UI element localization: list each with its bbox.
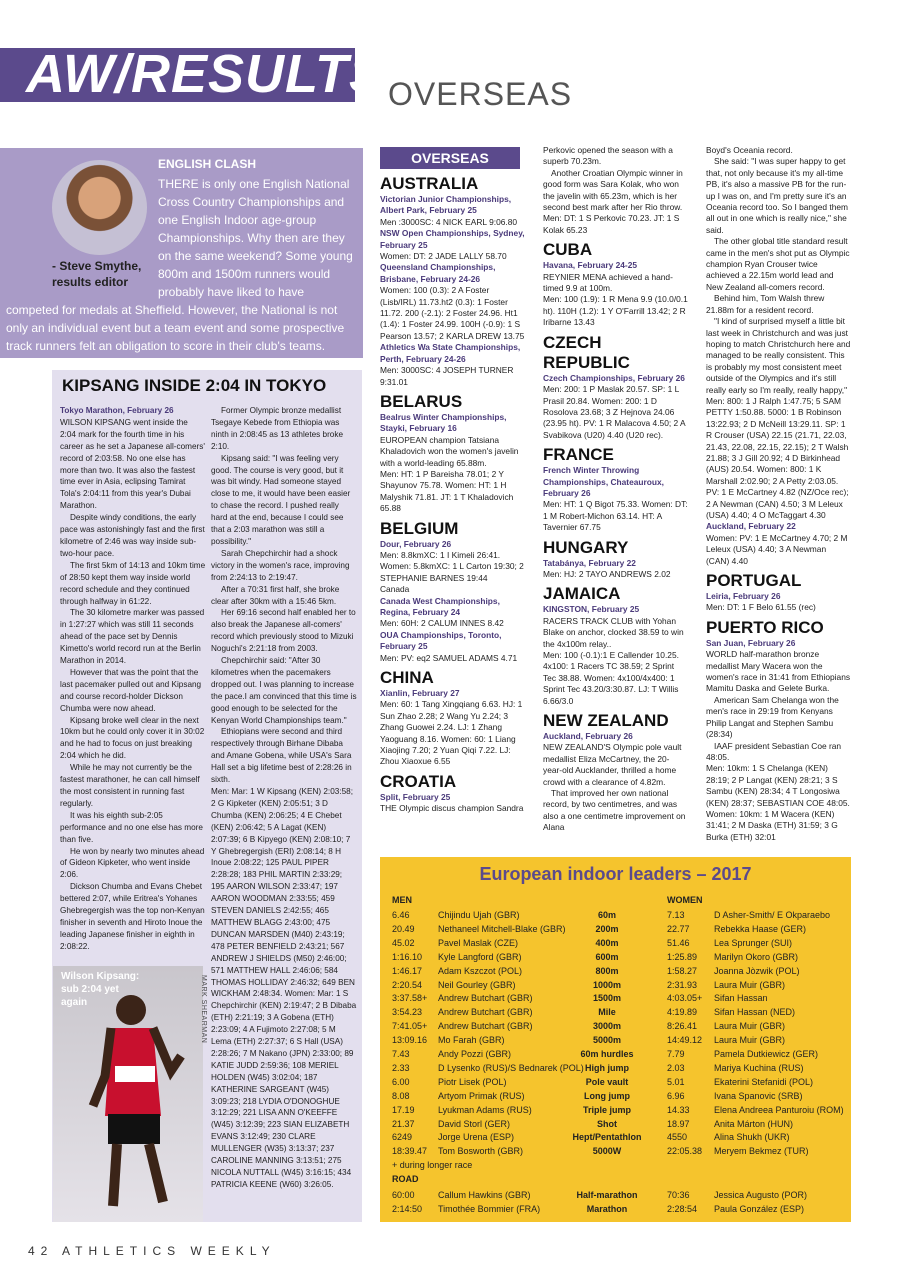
leaders-cell: 1000m [592, 979, 622, 990]
leaders-cell: D Asher-Smith/ E Okparaebo [714, 910, 831, 920]
leaders-header-row [392, 894, 842, 907]
leaders-cell: 18.97 [667, 1118, 690, 1129]
result-paragraph: That improved her own national record, by two centimetres, and was also a one centimetre improvement on Alana [543, 788, 686, 833]
leaders-row [392, 1020, 842, 1033]
leaders-cell: 7.43 [392, 1049, 410, 1059]
leaders-row [392, 1118, 842, 1131]
kipsang-paragraph: Kipsang broke well clear in the next 10km but he could only cover it in 30:02 and he had to focus on just breaking 2:04 which he did. [60, 715, 205, 761]
leaders-cell: 2:31.93 [667, 979, 698, 990]
leaders-cell: 60:00 [392, 1190, 415, 1201]
leaders-cell: D Lysenko (RUS)/S Bednarek (POL) [438, 1062, 584, 1073]
result-paragraph: Behind him, Tom Walsh threw 21.88m for a resident record. [706, 293, 825, 315]
event-heading: Dour, February 26 [380, 538, 452, 549]
leaders-row [392, 1048, 842, 1061]
result-text: Men :3000SC: 4 NICK EARL 9:06.80 [380, 216, 518, 227]
event-heading: Havana, February 24-25 [543, 260, 638, 271]
photo-credit: MARK SHEARMAN [200, 975, 207, 1044]
leaders-cell: Lyukman Adams (RUS) [438, 1104, 532, 1115]
result-text: Canada [380, 584, 410, 595]
event-heading: Bealrus Winter Championships, Stayki, February 16 [380, 411, 507, 434]
result-text: Men: 10km: 1 S Chelanga (KEN) 28:19; 2 P Langat (KEN) 28:21; 3 S Sambu (KEN) 28:34; 4 T Longosiwa (KEN) 28:37; SEBASTIAN COE 48:05. Women: 10km: 1 M Wacera (KEN) 31:41; 2 M Daska (ETH) 31:59; 3 G Burka (ETH) 32:01 [706, 763, 850, 842]
leaders-cell: 6.46 [392, 910, 410, 920]
leaders-cell: Laura Muir (GBR) [714, 1035, 786, 1046]
country-heading: BELARUS [380, 391, 463, 411]
kipsang-paragraph: Sarah Chepchirchir had a shock victory in the women's race, improving from 2:24:13 to 2:19:47. [211, 548, 350, 582]
leaders-cell: 3:37.58+ [392, 993, 428, 1004]
event-heading: NSW Open Championships, Sydney, February 25 [380, 228, 525, 250]
leaders-cell: Jorge Urena (ESP) [438, 1132, 515, 1143]
kipsang-paragraph: Kipsang said: "I was feeling very good. The course is very good, but it was bit windy. Had someone stayed close to me, it would have been easier to chase the record. I pushed really hard at the end, because I could see that a 2:03 marathon was still a possibility." [211, 453, 351, 546]
event-heading: KINGSTON, February 25 [543, 604, 640, 615]
kipsang-paragraph: However that was the point that the last pacemaker pulled out and Kipsang and course record-holder Dickson Chumba were now ahead. [60, 667, 202, 713]
leaders-cell: Andrew Butchart (GBR) [438, 1007, 533, 1018]
leaders-cell: Alina Shukh (UKR) [714, 1132, 790, 1143]
result-text: RACERS TRACK CLUB with Yohan Blake on anchor, clocked 38.59 to win the 4x100m relay.. [543, 615, 684, 649]
author-caption: - Steve Smythe, results editor [52, 259, 142, 289]
country-heading: CUBA [543, 240, 593, 260]
leaders-cell: Half-marathon [576, 1190, 638, 1201]
leaders-row [392, 1104, 842, 1117]
leaders-cell: 2.03 [667, 1062, 685, 1073]
overseas-col-2 [543, 145, 688, 834]
leaders-cell: 60m [597, 910, 616, 920]
result-text: Men: 800: 1 J Ralph 1:47.75; 5 SAM PETTY 1:50.88. 5000: 1 B Robinson 13:22.93; 2 D McNeill 13:29.11. SP: 1 R Crouser (USA) 22.15 (21.71, 22.03, 21.43, 22.08, 22.15, 22.15); 2 T Walsh 21.88; 3 J Gill 20.92; 4 D Birkinhead (AUS) 20.54. Women: 800: 1 K Marshall 2:02.90; 2 A Petty 2:03.05. PV: 1 E McCartney 4.82 (NZ/Oce rec); 2 A Newman (CAN) 4.50; 3 M Leleux (USA) 4.40; 4 O McTaggart 4.30 [706, 395, 849, 520]
country-heading: NEW ZEALAND [543, 711, 669, 731]
leaders-cell: Pole vault [585, 1076, 629, 1087]
women-label: WOMEN [667, 895, 703, 905]
event-heading: San Juan, February 26 [706, 637, 796, 648]
leaders-cell: Chijindu Ujah (GBR) [438, 910, 520, 920]
event-heading: Athletics Wa State Championships, Perth, February 24-26 [380, 342, 521, 364]
country-heading: AUSTRALIA [380, 174, 479, 193]
leaders-cell: Tom Bosworth (GBR) [438, 1146, 524, 1157]
result-text: Men: HT: 1 P Bareisha 78.01; 2 Y Shayunov 75.78. Women: HT: 1 H Malyshik 71.81. JT: 1 T Khaladovich 65.88 [380, 468, 514, 514]
event-heading: Queensland Championships, Brisbane, February 24-26 [380, 262, 496, 284]
leaders-cell: 200m [595, 923, 619, 934]
leaders-cell: Mariya Kuchina (RUS) [714, 1062, 804, 1073]
leaders-cell: Adam Kszczot (POL) [438, 965, 523, 976]
result-text: Boyd's Oceania record. [706, 145, 793, 155]
overseas-col-3 [706, 145, 851, 843]
leaders-row [392, 965, 842, 978]
result-text: Men: DT: 1 F Belo 61.55 (rec) [706, 602, 816, 613]
country-heading: CZECH REPUBLIC [543, 332, 630, 372]
kipsang-paragraph: He won by nearly two minutes ahead of Gideon Kipketer, who went inside 2:06. [60, 846, 205, 880]
leaders-cell: 70:36 [667, 1190, 690, 1201]
kipsang-paragraph: The 30 kilometre marker was passed in 1:27:27 which was still 11 seconds ahead of the pace set by Dennis Kimetto's world record run at the Berlin Marathon in 2014. [60, 608, 205, 666]
result-paragraph: Another Croatian Olympic winner in good form was Sara Kolak, who won the javelin with 65.23m, which is her second best mark after her Rio throw. [543, 167, 683, 213]
leaders-cell: 4550 [667, 1132, 688, 1143]
leaders-cell: 6.96 [667, 1090, 685, 1101]
result-text: Women: DT: 2 JADE LALLY 58.70 [380, 251, 507, 262]
result-text: Women: 100 (0.3): 2 A Foster (Lisb/IRL) 11.73.ht2 (0.3): 1 Foster 11.72. 200 (-2.1): 2 Foster 24.96. Ht1 (1.4): 1 Foster 24.99. 100H (-0.9): 1 S Pearson 13.57; 2 KARLA DREW 13.75 [380, 285, 525, 341]
leaders-cell: 4:19.89 [667, 1007, 698, 1018]
leaders-cell: Long jump [584, 1090, 630, 1101]
kipsang-results: Men: Mar: 1 W Kipsang (KEN) 2:03:58; 2 G Kipketer (KEN) 2:05:51; 3 D Chumba (KEN) 2:06:25; 4 E Chebet (KEN) 2:06:42; 5 A Lagat (KEN) 2:07:39; 6 B Kipyego (KEN) 2:08:10; 7 Y Ghebregergish (ERI) 2:08:14; 8 H Inoue 2:08:22; 125 PAUL PIPER 2:28:28; 183 PHIL MARTIN 2:33:29; 195 AARON WILSON 2:33:47; 197 AARON WOODMAN 2:33:55; 459 STEVEN DANIELS 2:42:55; 465 MATTHEW BLAGG 2:43:00; 475 DUNCAN MARSDEN (M40) 2:43:19; 478 PETER BENFIELD 2:43:21; 567 ANDREW J SHIELDS (M50) 2:46:00; 571 MATTHEW HALL 2:46:06; 584 THOMAS HOLLIDAY 2:46:32; 649 BEN WICKHAM 2:48:34. Women: Mar: 1 S Chepchirchir (KEN) 2:19:47; 2 B Dibaba (ETH) 2:21:19; 3 A Gobena (ETH) 2:23:09; 4 A Fujimoto 2:27:08; 5 M Lema (ETH) 2:27:37; 6 S Hall (USA) 2:28:26; 7 M Nakano (JPN) 2:33:00; 89 KATIE JUDD 2:59:36; 108 MERIEL HOLDEN (W45) 3:02:04; 187 KATHERINE SARGEANT (W45) 3:09:23; 218 LYDIA O'DONOGHUE 3:12:29; 221 LISA ANN O'KEEFFE (W45) 3:12:39; 223 SIAN ELIZABETH EVANS 3:12:49; 230 CLARE MULLENGER (W35) 3:13:37; 237 CAROLINE MANNING 3:13:51; 275 NICOLA NUTTALL (W45) 3:16:15; 434 PATRICIA KEENE (W60) 3:26:05. [211, 787, 357, 1189]
leaders-cell: 18:39.47 [392, 1146, 428, 1157]
section-title: OVERSEAS [388, 76, 573, 112]
leaders-cell: 17.19 [392, 1104, 415, 1115]
event-heading: Xianlin, February 27 [380, 688, 460, 699]
leaders-cell: Laura Muir (GBR) [714, 1021, 786, 1032]
leaders-cell: 2:14:50 [392, 1204, 423, 1214]
country-heading: BELGIUM [380, 518, 459, 538]
leaders-cell: 20.49 [392, 923, 415, 934]
leaders-cell: 14:49.12 [667, 1035, 703, 1046]
english-clash-title: ENGLISH CLASH [158, 157, 257, 171]
event-heading: Canada West Championships, Regina, February 24 [380, 595, 500, 617]
road-label: ROAD [392, 1174, 419, 1185]
leaders-cell: Ekaterini Stefanidi (POL) [714, 1076, 814, 1087]
event-heading: Split, February 25 [380, 791, 451, 802]
leaders-cell: Piotr Lisek (POL) [438, 1076, 507, 1087]
kipsang-paragraph: Ethiopians were second and third respectively through Birhane Dibaba and Amane Gobena, while USA's Sara Hall set a big lifetime best of 2:28:26 in sixth. [211, 727, 352, 785]
leaders-cell: Artyom Primak (RUS) [438, 1090, 525, 1101]
leaders-cell: 8.08 [392, 1090, 410, 1101]
leaders-row [392, 1131, 842, 1144]
country-heading: PORTUGAL [706, 571, 802, 591]
leaders-cell: 1:25.89 [667, 951, 698, 962]
leaders-row [392, 1145, 842, 1158]
result-text: REYNIER MENA achieved a hand-timed 9.9 at 100m. [543, 271, 673, 294]
country-heading: JAMAICA [543, 584, 621, 604]
leaders-cell: Hept/Pentathlon [572, 1132, 642, 1143]
result-paragraph: She said: "I was super happy to get that, not only because it's my all-time PB, it's also a massive PB for the run-up I was on, and I'm pretty sure it's an Oceania record too. So I banged them all out in one which is really nice," she said. [706, 156, 848, 235]
leaders-cell: 1:16.10 [392, 951, 423, 962]
leaders-cell: Pavel Maslak (CZE) [438, 937, 519, 948]
leaders-cell: Andrew Butchart (GBR) [438, 993, 533, 1004]
leaders-row [392, 1006, 842, 1019]
leaders-cell: 6.00 [392, 1076, 410, 1087]
leaders-cell: 2:28:54 [667, 1204, 698, 1214]
leaders-cell: 2:20.54 [392, 979, 423, 990]
leaders-cell: Mo Farah (GBR) [438, 1035, 505, 1046]
result-text: THE Olympic discus champion Sandra [380, 803, 524, 814]
leaders-cell: 1500m [592, 993, 622, 1004]
leaders-cell: 60m hurdles [580, 1049, 634, 1059]
result-text: Men: 60: 1 Tang Xingqiang 6.63. HJ: 1 Sun Zhao 2.28; 2 Wang Yu 2.24; 3 Zhang Guowei 2.24. LJ: 1 Zhang Yaoguang 8.16. Women: 60: 1 Liang Xiaojing 7.20; 2 Yuan Qiqi 7.22. LJ: Zhou Xiaoxue 6.55 [380, 699, 523, 767]
leaders-cell: 1:46.17 [392, 965, 423, 976]
leaders-cell: Joanna Jòzwik (POL) [714, 965, 800, 976]
kipsang-col-2 [211, 405, 357, 1191]
leaders-cell: Rebekka Haase (GER) [714, 923, 807, 934]
road-row [392, 1189, 842, 1202]
road-label-row [392, 1173, 842, 1186]
leaders-cell: Marilyn Okoro (GBR) [714, 951, 799, 962]
result-text: Men: DT: 1 S Perkovic 70.23. JT: 1 S Kolak 65.23 [543, 213, 680, 235]
leaders-cell: Anita Márton (HUN) [714, 1118, 794, 1129]
leaders-cell: Laura Muir (GBR) [714, 979, 786, 990]
leaders-cell: 5.01 [667, 1076, 685, 1087]
result-text: Men: 200: 1 P Maslak 20.57. SP: 1 L Prasil 20.84. Women: 200: 1 D Rosolova 23.68; 3 Z Hejnova 24.06 (23.95 ht). PV: 1 R Malacova 4.50; 2 A Svabikova (U20) 4.40 (U20 rec). [543, 384, 686, 440]
leaders-cell: Mile [598, 1007, 616, 1018]
result-text: EUROPEAN champion Tatsiana Khaladovich won the women's javelin with a world-leading 65.88m. [380, 434, 519, 468]
leaders-row [392, 937, 842, 950]
result-text: Men: PV: eq2 SAMUEL ADAMS 4.71 [380, 652, 518, 663]
leaders-row [392, 909, 842, 922]
kipsang-paragraph: Despite windy conditions, the early pace was astonishingly fast and the first kilometre of 2:46 was way inside sub-two-hour pace. [60, 513, 205, 558]
leaders-row [392, 1034, 842, 1047]
country-heading: CROATIA [380, 771, 457, 791]
result-text: Men: 3000SC: 4 JOSEPH TURNER 9:31.01 [380, 365, 514, 387]
road-row [392, 1203, 842, 1216]
event-heading: Auckland, February 22 [706, 521, 796, 532]
note-text: + during longer race [392, 1160, 473, 1171]
kipsang-paragraph: After a 70:31 first half, she broke clear after 30km with a 15:46 5km. [211, 584, 340, 606]
event-heading: French Winter Throwing Championships, Chateauroux, February 26 [543, 465, 664, 498]
result-paragraph: The other global title standard result came in the men's shot put as Olympic champion Ryan Crouser twice achieved a 22.15m world lead and New Zealand all-comers record. [706, 236, 850, 292]
result-paragraph: IAAF president Sebastian Coe ran 48:05. [706, 740, 842, 762]
leaders-cell: Lea Sprunger (SUI) [714, 937, 793, 948]
page-footer: 42 ATHLETICS WEEKLY [28, 1244, 276, 1258]
country-heading: PUERTO RICO [706, 617, 824, 637]
leaders-row [392, 979, 842, 992]
country-heading: CHINA [380, 668, 434, 688]
result-paragraph: "I kind of surprised myself a little bit last week in Christchurch and was just hoping to match Christchurch here and managed to be really consistent. This is probably my most consistent meet outside of the Olympics and it's still really early so I'm really, really happy," [706, 316, 851, 395]
kipsang-paragraph: The first 5km of 14:13 and 10km time of 28:50 kept them way inside world record schedule and they continued through halfway in 61:22. [60, 560, 206, 606]
leaders-cell: 7.13 [667, 910, 685, 920]
leaders-cell: Sifan Hassan (NED) [714, 1007, 796, 1018]
european-leaders-title: European indoor leaders – 2017 [479, 864, 752, 884]
kipsang-headline: KIPSANG INSIDE 2:04 IN TOKYO [62, 376, 327, 395]
leaders-row [392, 1076, 842, 1089]
leaders-row [392, 992, 842, 1005]
leaders-cell: 8:26.41 [667, 1021, 698, 1032]
result-text: Men: HT: 1 Q Bigot 75.33. Women: DT: 1 M Robert-Michon 63.14. HT: A Tavernier 67.75 [543, 499, 688, 533]
kipsang-paragraph: Dickson Chumba and Evans Chebet bettered 2:07, while Eritrea's Yohanes Ghebregergish was the top non-Kenyan finisher in seventh and Hiroto Inoue the leading Japanese finisher in eighth in 2:08:22. [60, 882, 205, 951]
kipsang-paragraph: Her 69:16 second half enabled her to also break the Japanese all-comers' record which previously stood to Mizuki Noguchi's 2:21:18 from 2003. [211, 608, 356, 654]
author-avatar [52, 160, 147, 255]
overseas-label: OVERSEAS [380, 147, 520, 169]
leaders-cell: 2.33 [392, 1062, 410, 1073]
result-text: Men: HJ: 2 TAYO ANDREWS 2.02 [543, 568, 671, 579]
leaders-cell: Callum Hawkins (GBR) [438, 1190, 531, 1201]
event-heading: Czech Championships, February 26 [543, 372, 685, 383]
kipsang-col-1 [60, 405, 206, 953]
leaders-row [392, 951, 842, 964]
leaders-cell: 5000W [592, 1146, 622, 1157]
leaders-cell: 22.77 [667, 923, 690, 934]
result-text: Men: 100 (-0.1):1 E Callender 10.25. 4x100: 1 Racers TC 38.59; 2 Sprint Tec 38.88. Women: 4x100/4x400: 1 Sprint Tec 43.20/3:30.87. LJ: T Willis 6.66/3.0 [543, 650, 679, 706]
event-heading: Leiria, February 26 [706, 591, 781, 602]
leaders-cell: Shot [597, 1118, 617, 1129]
kipsang-paragraph: It was his eighth sub-2:05 performance and no one else has more than five. [60, 810, 203, 844]
leaders-cell: Paula González (ESP) [714, 1204, 805, 1214]
leaders-cell: 1:58.27 [667, 965, 698, 976]
leaders-cell: Neil Gourley (GBR) [438, 979, 516, 990]
leaders-cell: 7.79 [667, 1049, 685, 1059]
leaders-row [392, 1090, 842, 1103]
leaders-cell: David Storl (GER) [438, 1118, 511, 1129]
leaders-cell: 600m [595, 951, 619, 962]
leaders-cell: 800m [595, 965, 619, 976]
kipsang-paragraph: Chepchirchir said: "After 30 kilometres when the pacemakers dropped out. I was planning to increase the pace.I am convinced that this time is good enough to be selected for the Kenyan World Championships team." [211, 656, 357, 725]
english-clash-text: THERE is only one English National Cross Country Championships and one English Indoor age-group Championships. Why then are they on the same weekend? Some young 800m and 1500m runners would probably have liked to have competed for medals at Sheffield. However, the National is not only an individual event but a team event and some prospective track runners felt an obligation to score in their club's teams. [6, 177, 353, 353]
kipsang-paragraph: Former Olympic bronze medallist Tsegaye Kebede from Ethiopia was ninth in 2:08:45 as 13 athletes broke 2:10. [211, 406, 344, 451]
leaders-cell: 45.02 [392, 937, 415, 948]
leaders-cell: 3000m [592, 1021, 622, 1032]
leaders-cell: Triple jump [582, 1104, 631, 1115]
leaders-cell: 6249 [392, 1132, 413, 1143]
country-heading: HUNGARY [543, 537, 629, 557]
country-heading: FRANCE [543, 445, 614, 465]
result-text: Men: 100 (1.9): 1 R Mena 9.9 (10.0/0.1 ht). 110H (1.2): 1 Y O'Farrill 13.42; 2 R Iribarne 13.43 [543, 294, 688, 328]
result-text: Men: 8.8kmXC: 1 I Kimeli 26:41. Women: 5.8kmXC: 1 L Carton 19:30; 2 STEPHANIE BARNES 19:44 [380, 549, 524, 583]
leaders-cell: Nethaneel Mitchell-Blake (GBR) [438, 923, 566, 934]
leaders-cell: Sifan Hassan [714, 993, 768, 1004]
result-text: Men: 60H: 2 CALUM INNES 8.42 [380, 618, 504, 629]
overseas-col-1 [380, 170, 525, 815]
leaders-cell: 13:09.16 [392, 1035, 428, 1046]
leaders-cell: 51.46 [667, 937, 690, 948]
dateline: Tokyo Marathon, February 26 [60, 406, 174, 415]
men-label: MEN [392, 895, 412, 905]
leaders-note [392, 1159, 842, 1172]
photo-caption: Wilson Kipsang: sub 2:04 yet again [61, 971, 140, 1008]
leaders-cell: Meryem Bekmez (TUR) [714, 1146, 809, 1157]
result-paragraph: American Sam Chelanga won the men's race in 29:19 from Kenyans Philip Langat and Stephen Sambu (28:34) [706, 694, 839, 740]
leaders-cell: 21.37 [392, 1118, 415, 1129]
leaders-row [392, 923, 842, 936]
leaders-cell: 14.33 [667, 1104, 690, 1115]
leaders-cell: Jessica Augusto (POR) [714, 1190, 808, 1201]
leaders-cell: 4:03.05+ [667, 993, 703, 1004]
brand-title: AW/RESULTS [26, 44, 386, 104]
result-text: Women: PV: 1 E McCartney 4.70; 2 M Leleux (USA) 4.40; 3 A Newman (CAN) 4.40 [706, 532, 848, 566]
leaders-row [392, 1062, 842, 1075]
result-text: WORLD half-marathon bronze medallist Mary Wacera won the women's race in 31:41 from Ethiopians Mamitu Daska and Gelete Burka. [706, 649, 851, 694]
event-heading: Victorian Junior Championships, Albert Park, February 25 [380, 194, 512, 216]
leaders-cell: Andrew Butchart (GBR) [438, 1021, 533, 1032]
kipsang-paragraph: WILSON KIPSANG went inside the 2:04 mark for the fourth time in his career as he set a Japanese all-comers' record of 2:03:58. No one else has more than two. It was also the fastest time ever in Asia, eclipsing Tamirat Tola's 2:04:11 from this year's Dubai Marathon. [60, 417, 205, 511]
leaders-cell: 5000m [592, 1035, 622, 1046]
leaders-cell: 7:41.05+ [392, 1021, 428, 1032]
result-text: NEW ZEALAND'S Olympic pole vault medallist Eliza McCartney, the 20-year-old Aucklander, thrilled a home crowd with a clearance of 4.82m. [543, 742, 682, 787]
event-heading: OUA Championships, Toronto, February 25 [380, 629, 502, 652]
leaders-cell: High jump [585, 1062, 629, 1073]
leaders-cell: Andy Pozzi (GBR) [438, 1049, 512, 1059]
leaders-cell: Elena Andreea Panturoiu (ROM) [714, 1104, 844, 1115]
leaders-cell: 22:05.38 [667, 1146, 703, 1157]
leaders-cell: 400m [595, 937, 619, 948]
leaders-cell: Kyle Langford (GBR) [438, 951, 522, 962]
leaders-cell: Marathon [586, 1204, 628, 1214]
result-text: Perkovic opened the season with a superb 70.23m. [543, 145, 673, 167]
leaders-cell: Timothée Bommier (FRA) [438, 1204, 541, 1214]
leaders-cell: 3:54.23 [392, 1007, 423, 1018]
leaders-cell: Pamela Dutkiewicz (GER) [714, 1049, 819, 1059]
event-heading: Tatabánya, February 22 [543, 557, 636, 568]
leaders-cell: Ivana Spanovic (SRB) [714, 1090, 803, 1101]
kipsang-paragraph: While he may not currently be the fastest marathoner, he can call himself the most consistent in running fast regularly. [60, 763, 200, 808]
event-heading: Auckland, February 26 [543, 731, 633, 742]
